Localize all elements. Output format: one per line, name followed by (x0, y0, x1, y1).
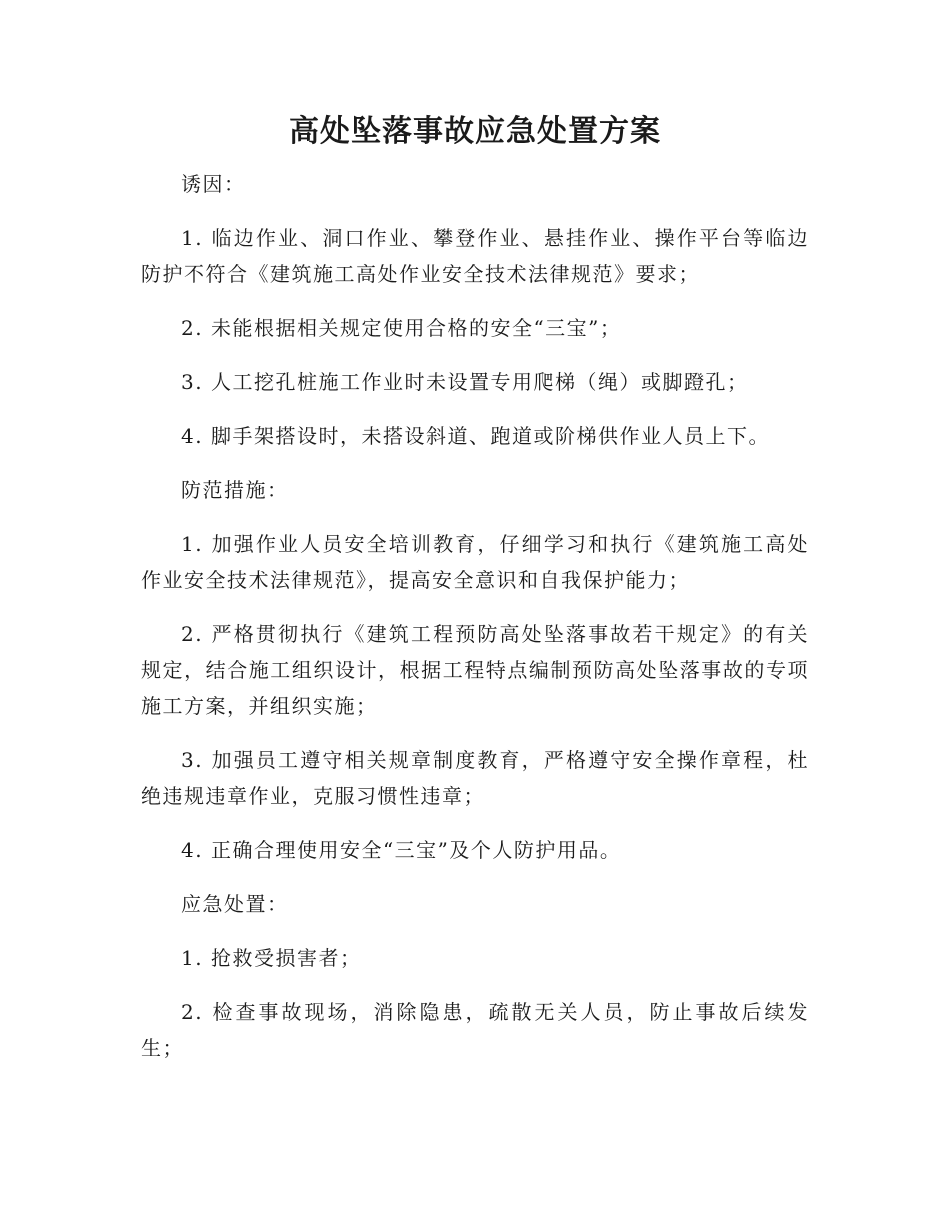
paragraph-cause-4: 4. 脚手架搭设时，未搭设斜道、跑道或阶梯供作业人员上下。 (181, 424, 770, 448)
paragraph-emergency-heading: 应急处置： (181, 892, 289, 916)
document-title: 高处坠落事故应急处置方案 (289, 114, 661, 149)
paragraph-cause-heading: 诱因： (181, 172, 246, 196)
paragraph-prevention-2: 2. 严格贯彻执行《建筑工程预防高处坠落事故若干规定》的有关规定，结合施工组织设计，根据工程特点编制预防高处坠落事故的专项施工方案，并组织实施； (141, 622, 809, 718)
paragraph-emergency-2: 2. 检查事故现场，消除隐患，疏散无关人员，防止事故后续发生； (141, 1000, 809, 1060)
paragraph-cause-3: 3. 人工挖孔桩施工作业时未设置专用爬梯（绳）或脚蹬孔； (181, 370, 749, 394)
paragraph-cause-2: 2. 未能根据相关规定使用合格的安全“三宝”； (181, 316, 622, 340)
document-body (141, 166, 809, 1084)
paragraph-prevention-1: 1. 加强作业人员安全培训教育，仔细学习和执行《建筑施工高处作业安全技术法律规范》，提高安全意识和自我保护能力； (141, 532, 809, 592)
paragraph-prevention-3: 3. 加强员工遵守相关规章制度教育，严格遵守安全操作章程，杜绝违规违章作业，克服习惯性违章； (141, 748, 809, 808)
paragraph-emergency-1: 1. 抢救受损害者； (181, 946, 362, 970)
paragraph-prevention-4: 4. 正确合理使用安全“三宝”及个人防护用品。 (181, 838, 622, 862)
paragraph-cause-1: 1. 临边作业、洞口作业、攀登作业、悬挂作业、操作平台等临边防护不符合《建筑施工高处作业安全技术法律规范》要求； (141, 226, 809, 286)
paragraph-prevention-heading: 防范措施： (181, 478, 289, 502)
